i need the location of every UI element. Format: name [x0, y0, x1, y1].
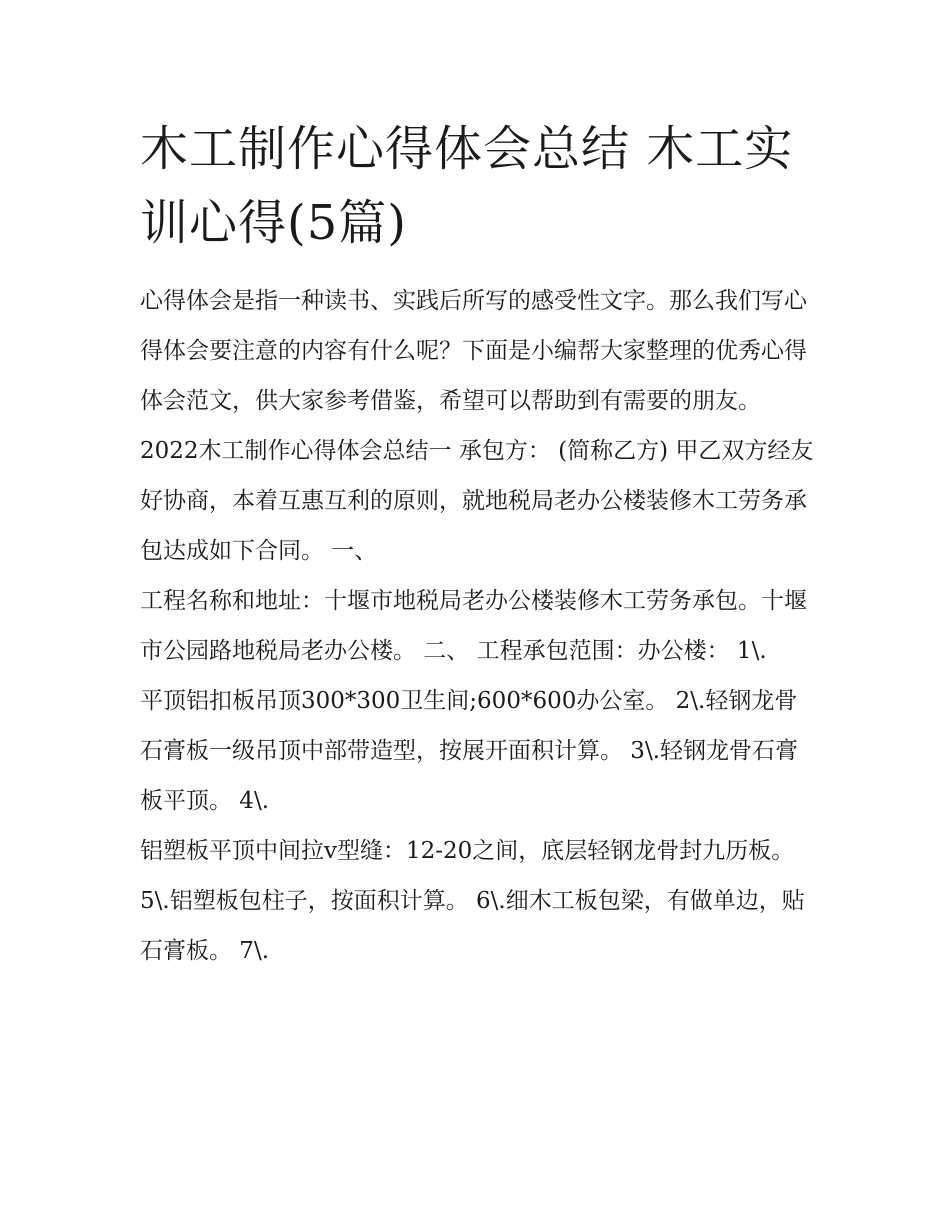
document-page	[140, 112, 820, 976]
document-title: 木工制作心得体会总结 木工实训心得(5篇)	[140, 121, 794, 251]
paragraph-project-name: 工程名称和地址：十堰市地税局老办公楼装修木工劳务承包。十堰市公园路地税局老办公楼。 二、 工程承包范围：办公楼： 1\.	[140, 588, 807, 664]
paragraph-ceiling-items: 平顶铝扣板吊顶300*300卫生间;600*600办公室。 2\.轻钢龙骨石膏板一级吊顶中部带造型，按展开面积计算。 3\.轻钢龙骨石膏板平顶。 4\.	[140, 688, 799, 814]
paragraph-panel-items: 铝塑板平顶中间拉v型缝：12-20之间，底层轻钢龙骨封九历板。 5\.铝塑板包柱子，按面积计算。 6\.细木工板包梁，有做单边，贴石膏板。 7\.	[140, 838, 805, 964]
paragraph-contract-intro: 2022木工制作心得体会总结一 承包方： (简称乙方) 甲乙双方经友好协商，本着互惠互利的原则，就地税局老办公楼装修木工劳务承包达成如下合同。 一、	[140, 438, 814, 564]
paragraph-intro: 心得体会是指一种读书、实践后所写的感受性文字。那么我们写心得体会要注意的内容有什么呢？下面是小编帮大家整理的优秀心得体会范文，供大家参考借鉴，希望可以帮助到有需要的朋友。	[140, 288, 807, 414]
